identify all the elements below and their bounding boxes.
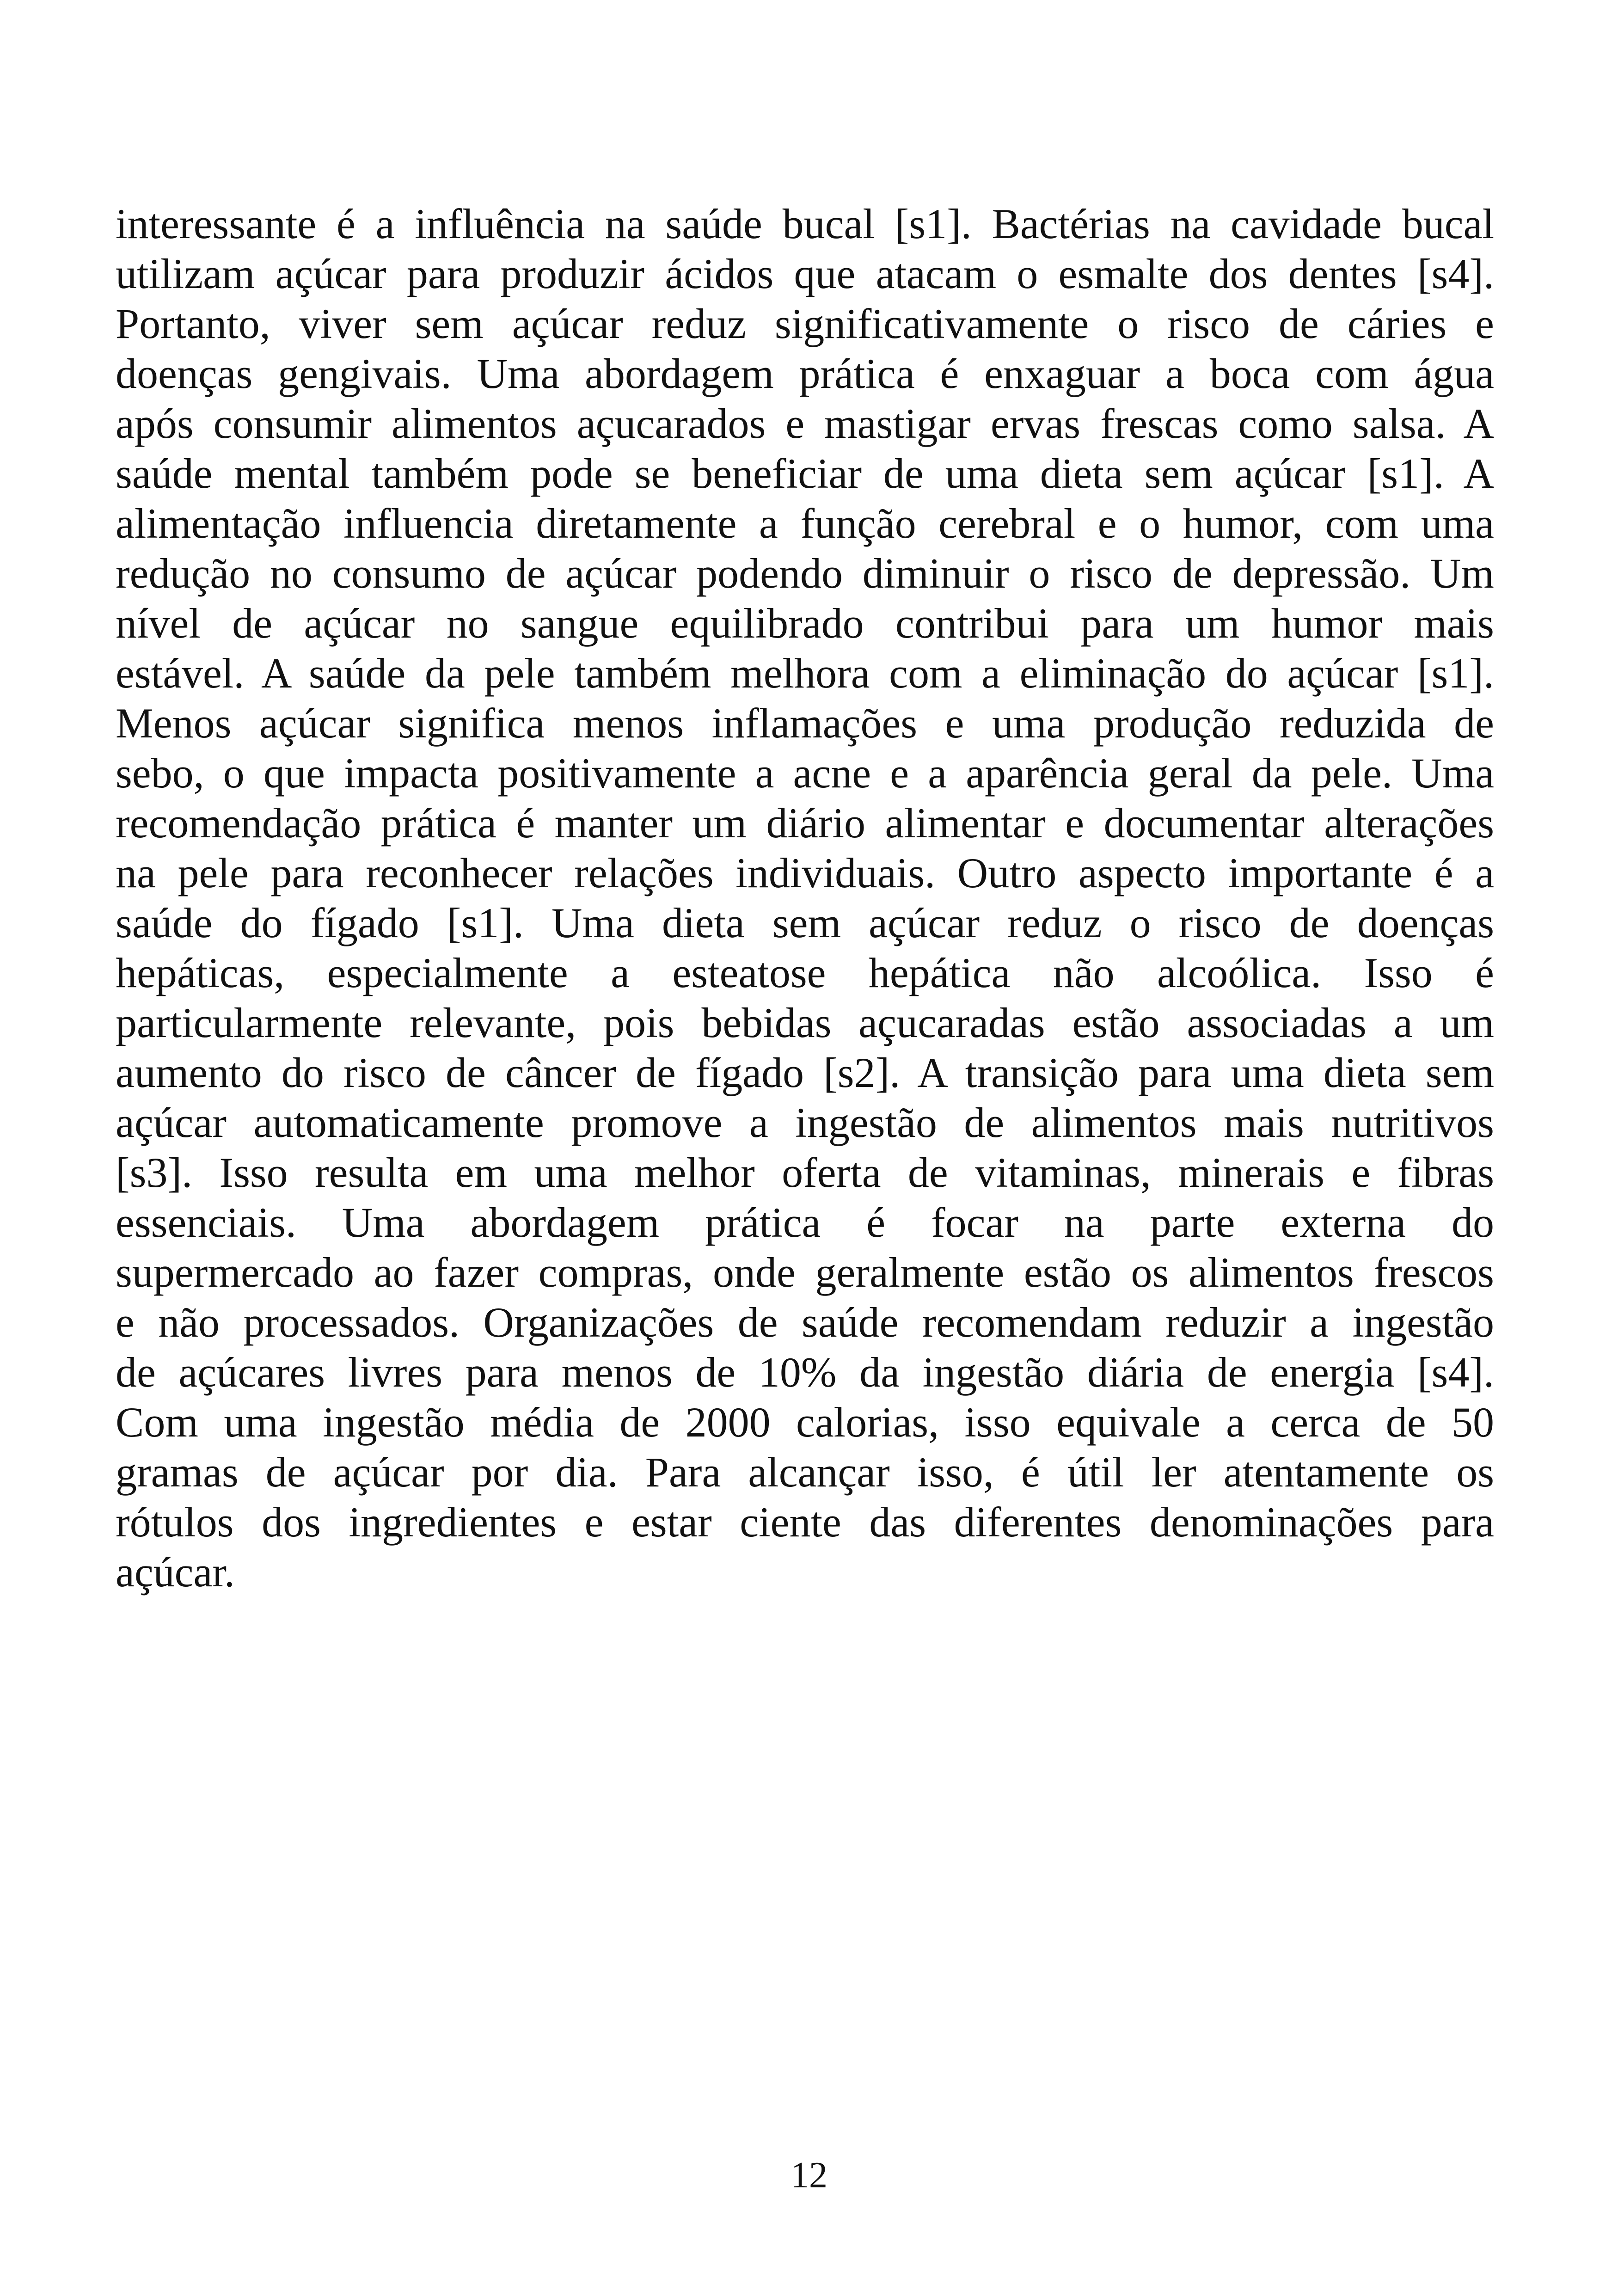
text-line: Com uma ingestão média de 2000 calorias, isso equivale a cerca de 50 <box>116 1399 1494 1446</box>
text-line: na pele para reconhecer relações individuais. Outro aspecto importante é a <box>116 849 1494 896</box>
page-number: 12 <box>791 2155 827 2196</box>
text-line: interessante é a influência na saúde bucal [s1]. Bactérias na cavidade bucal <box>116 200 1494 247</box>
text-line: rótulos dos ingredientes e estar ciente das diferentes denominações para <box>116 1498 1494 1546</box>
text-line: gramas de açúcar por dia. Para alcançar isso, é útil ler atentamente os <box>116 1449 1494 1496</box>
text-line: saúde do fígado [s1]. Uma dieta sem açúcar reduz o risco de doenças <box>116 899 1494 946</box>
text-line: Menos açúcar significa menos inflamações e uma produção reduzida de <box>116 700 1494 747</box>
text-line: alimentação influencia diretamente a função cerebral e o humor, com uma <box>116 500 1494 547</box>
text-line: açúcar automaticamente promove a ingestão de alimentos mais nutritivos <box>116 1099 1494 1146</box>
text-line: particularmente relevante, pois bebidas açucaradas estão associadas a um <box>116 999 1494 1046</box>
text-line: após consumir alimentos açucarados e mastigar ervas frescas como salsa. A <box>116 400 1494 447</box>
text-line: supermercado ao fazer compras, onde geralmente estão os alimentos frescos <box>116 1249 1494 1296</box>
text-line: de açúcares livres para menos de 10% da ingestão diária de energia [s4]. <box>116 1349 1494 1396</box>
text-line: doenças gengivais. Uma abordagem prática é enxaguar a boca com água <box>116 350 1494 397</box>
text-line: [s3]. Isso resulta em uma melhor oferta de vitaminas, minerais e fibras <box>116 1149 1494 1196</box>
text-line: saúde mental também pode se beneficiar de uma dieta sem açúcar [s1]. A <box>116 450 1494 497</box>
text-line: sebo, o que impacta positivamente a acne e a aparência geral da pele. Uma <box>116 749 1494 797</box>
text-line: aumento do risco de câncer de fígado [s2]. A transição para uma dieta sem <box>116 1049 1494 1096</box>
text-line: recomendação prática é manter um diário alimentar e documentar alterações <box>116 799 1494 847</box>
text-line: nível de açúcar no sangue equilibrado contribui para um humor mais <box>116 600 1494 647</box>
text-line: Portanto, viver sem açúcar reduz significativamente o risco de cáries e <box>116 300 1494 347</box>
text-line: estável. A saúde da pele também melhora com a eliminação do açúcar [s1]. <box>116 650 1494 697</box>
text-line: e não processados. Organizações de saúde recomendam reduzir a ingestão <box>116 1299 1494 1346</box>
text-line: utilizam açúcar para produzir ácidos que atacam o esmalte dos dentes [s4]. <box>116 250 1494 297</box>
text-line: açúcar. <box>116 1548 235 1596</box>
text-line: essenciais. Uma abordagem prática é focar na parte externa do <box>116 1199 1494 1246</box>
text-line: hepáticas, especialmente a esteatose hepática não alcoólica. Isso é <box>116 949 1494 996</box>
body-paragraph <box>116 199 1494 1597</box>
text-line: redução no consumo de açúcar podendo diminuir o risco de depressão. Um <box>116 550 1494 597</box>
